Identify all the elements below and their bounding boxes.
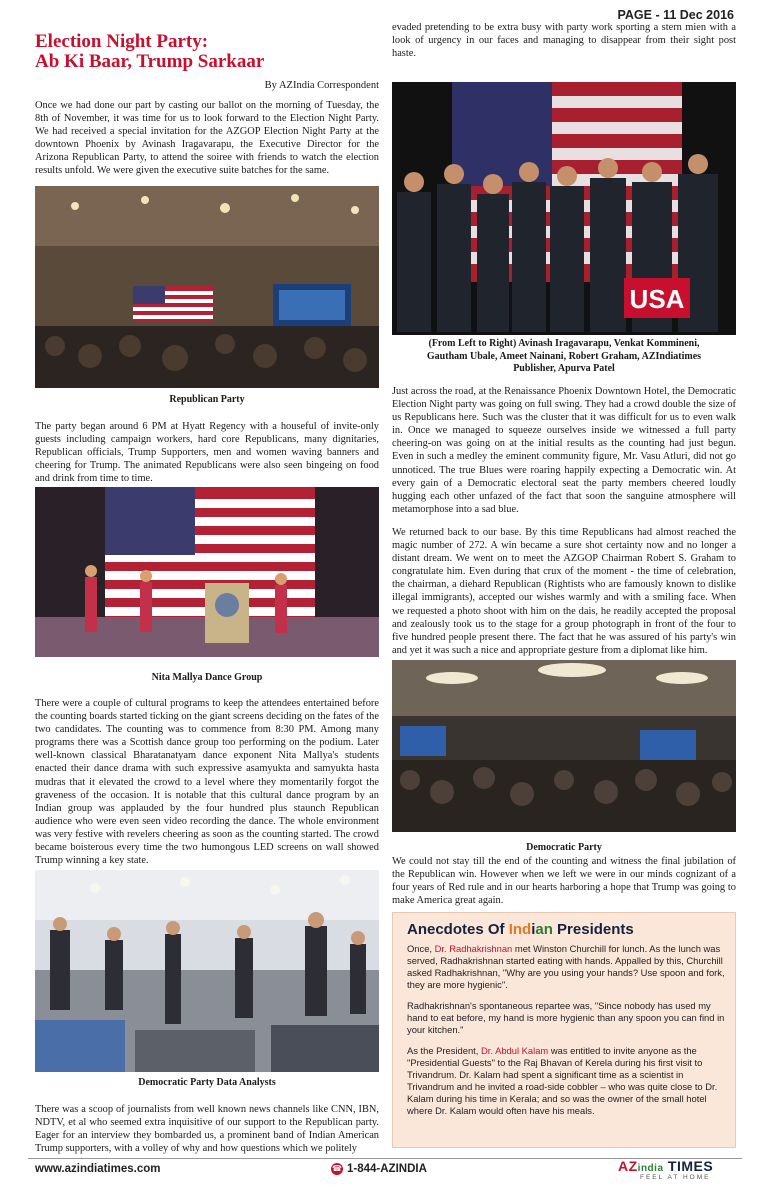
paragraph-returned: We returned back to our base. By this time Republicans had almost reached the magic number of 272. A win became a sure shot certainty now and no longer a distant dream. We went on to meet the AZGOP Chairman Robert S. Graham to congratulate him. Even during that crux of the moment - the time of celebration, the chairman, a diehard Republican (Rightists who are famously known to dislike illegal immigrants), accepted our wishes warmly and with a smiling face. When we requested a photo shoot with him on the dais, he readily accepted the proposal and zealously took us to the stage for a group photograph in front of the four to five hundred people present there. The fact that he was assured of his party's win and yet it was such a nice and appropriate gesture from a diplomat like him. [392,527,736,656]
anecdote-3-pre: As the President, [407,1045,481,1056]
anecdote-1 [407,943,725,991]
caption-republican-party: Republican Party [169,394,245,405]
anecdotes-title-i: i [531,921,536,938]
logo-wordmark [618,1158,738,1174]
anecdotes-title-pre: Anecdotes Of [407,921,509,938]
title-line-2: Ab Ki Baar, Trump Sarkaar [35,51,265,72]
anecdotes-title [407,921,725,938]
title-line-1: Election Night Party: [35,31,209,52]
photo-dance-group [35,487,379,657]
caption-group-line-2: Gautham Ubale, Ameet Nainani, Robert Graham, AZIndiatimes [426,350,702,362]
paragraph-evaded: evaded pretending to be extra busy with party work sporting a stern mien with a look of urgency in our faces and managing to disappear from their sight post haste. [392,22,736,60]
anecdotes-box [392,912,736,1148]
byline: By AZIndia Correspondent [264,80,379,91]
logo-times: TIMES [667,1158,714,1174]
anecdotes-title-ind: Ind [508,921,532,938]
paragraph-cultural-programs: There were a couple of cultural programs to keep the attendees entertained before the counting boards started ticking on the giant screens deciding on the fates of the two candidates. The counting was to commence from 8:30 PM. Among many programs there was a Scottish dance group too performing on the podium. Later well-known classical Bharatanatyam dance exponent Nita Mallya's students enacted their dance drama with such expressive asamyukta and samyukta hasta mudras that it elevated the crowd to a level where they momentarily forgot the graveness of the occasion. It is notable that this cultural dance program by an Indian group was applauded by the four hundred plus staunch Republican audience who were even seen video recording the dance. The whole environment was very festive with revelers cheering as soon as the counting started. The crowd became boisterous every time the two humongous LED screens on wall showed Trump winning a key state. [35,698,379,867]
anecdotes-title-post: Presidents [552,921,634,938]
page-number: PAGE - 11 Dec 2016 [617,8,734,22]
paragraph-democratic-party: Just across the road, at the Renaissance Phoenix Downtown Hotel, the Democratic Election Night party was going on full swing. They had a crowd double the size of us Republicans here. Such was the cluster that it was difficult for us to even walk in. Once we managed to squeeze ourselves inside we witnessed a full party cheering-on was going on at the initial results as the counting had just begun. Even in such a medley the eminent community figure, Mr. Vasu Atluri, did not go unnoticed. The true Blues were roaring happily expecting a Democratic win. At every gain of a Democratic electoral seat the party members cheered loudly hugging each other unfazed of the fact that soon the sanguine atmosphere will metamorphose into a sad blue. [392,386,736,515]
caption-group-line-1: (From Left to Right) Avinash Iragavarapu, Venkat Kommineni, [428,338,700,349]
footer-phone[interactable] [331,1163,427,1175]
footer-website-link[interactable]: www.azindiatimes.com [35,1163,161,1175]
anecdote-3-name: Dr. Abdul Kalam [481,1045,549,1056]
anecdote-1-post: met Winston Churchill for lunch. As the lunch was served, Radhakrishnan started eating with hands. Appalled by this, Churchill asked Radhakrishnan, "Why are you using your hands? Use spoon and fork, they are more hygienic". [407,943,725,990]
azindiatimes-logo [618,1158,738,1186]
paragraph-party-began: The party began around 6 PM at Hyatt Regency with a houseful of invite-only guests including campaign workers, hard core Republicans, many dignitaries, Republican officials, Trump Supporters, men and women waving banners and cheering for Trump. The animated Republicans were also seen bingeing on food and drink from time to time. [35,421,379,485]
paragraph-conclusion: We could not stay till the end of the counting and witness the final jubilation of the Republican win. However when we left we were in our minds cognizant of a four years of Red rule and in our hearts harboring a hope that Trump was going to make America great again. [392,856,736,907]
anecdote-3 [407,1045,725,1117]
caption-democratic-party: Democratic Party [526,842,602,853]
caption-dance-group: Nita Mallya Dance Group [151,672,263,683]
anecdote-1-name: Dr. Radhakrishnan [434,943,513,954]
anecdote-3-post: was entitled to invite anyone as the "Presidential Guests" to the Raj Bhavan of Kerela during his first visit to Trivandrum. Dr. Kalam had spent a significant time as a scientist in Trivandrum and he invited a road-side cobbler – who was quite close to Dr. Kalam during his time in Kerala; and so was the owner of the small hotel where Dr. Kalam would often have his meals. [407,1045,718,1116]
logo-az: AZ [618,1158,638,1174]
caption-data-analysts: Democratic Party Data Analysts [138,1077,276,1088]
anecdote-1-pre: Once, [407,943,435,954]
caption-group-line-3: Publisher, Apurva Patel [513,363,615,374]
photo-democratic-party [392,660,736,832]
anecdotes-title-an: an [535,921,553,938]
photo-group-stage [392,82,736,335]
footer-phone-number: 1-844-AZINDIA [347,1163,427,1176]
logo-tagline: FEEL AT HOME [640,1174,711,1181]
paragraph-journalists: There was a scoop of journalists from well known news channels like CNN, IBN, NDTV, et al who seemed extra inquisitive of our support to the Republican party. Eager for an interview they bombarded us, a prominent band of Indian American Trump supporters, with a volley of why and how questions which we politely [35,1104,379,1155]
usa-sign-text: USA [629,284,685,314]
anecdote-2: Radhakrishnan's spontaneous repartee was, "Since nobody has used my hand to eat before, my hand is more hygienic than any spoon you can find in your kitchen." [407,1000,725,1035]
article-title [35,32,375,72]
photo-republican-party [35,186,379,388]
photo-data-analysts [35,870,379,1072]
caption-group-stage [392,338,736,376]
paragraph-intro: Once we had done our part by casting our ballot on the morning of Tuesday, the 8th of November, it was time for us to look forward to the Election Night Party. We had received a special invitation for the AZGOP Election Night Party at the downtown Phoenix by Avinash Iragavarapu, the Executive Director for the Arizona Republican Party, to attend the soiree with friends to watch the election results unfold. We were given the executive suite batches for the same. [35,100,379,177]
phone-icon: ☎ [332,1164,342,1173]
logo-india: india [637,1163,664,1174]
